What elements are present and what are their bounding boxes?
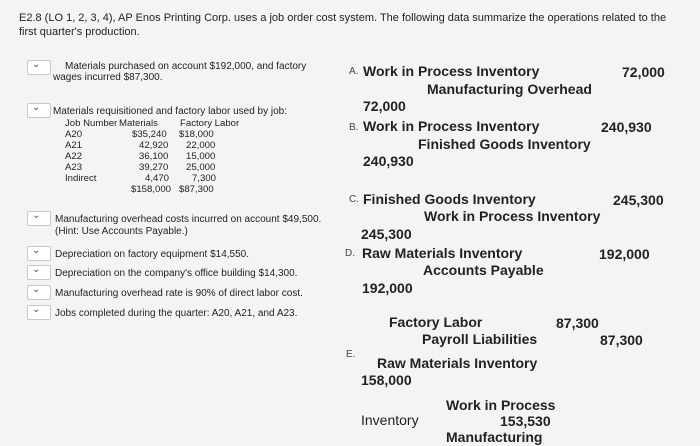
question-3-line2: (Hint: Use Accounts Payable.) (55, 226, 188, 237)
problem-intro: E2.8 (LO 1, 2, 3, 4), AP Enos Printing Corp. uses a job order cost system. The following data summarize the operations related to the first quarter's production. (19, 12, 667, 38)
answer-e-line2-amount: 87,300 (600, 332, 643, 348)
chevron-down-icon: ⌄ (32, 210, 41, 221)
table-header: Job Number (65, 118, 118, 129)
answer-c-letter: C. (349, 194, 359, 205)
answer-b-credit: Finished Goods Inventory (418, 136, 591, 152)
answer-b-letter: B. (349, 122, 359, 133)
answer-a-debit-amount: 72,000 (622, 64, 665, 80)
question-3-line1: Manufacturing overhead costs incurred on account $49,500. (55, 214, 322, 225)
match-dropdown-5[interactable] (27, 265, 51, 280)
answer-d-debit: Raw Materials Inventory (362, 245, 523, 261)
question-1-line2: wages incurred $87,300. (53, 72, 163, 83)
answer-a-debit: Work in Process Inventory (363, 63, 540, 79)
answer-a-credit-amount: 72,000 (363, 98, 406, 114)
chevron-down-icon: ⌄ (32, 245, 41, 256)
match-dropdown-3[interactable] (27, 211, 51, 226)
answer-d-credit-amount: 192,000 (362, 280, 413, 296)
table-header: Factory Labor (180, 118, 240, 129)
answer-a-letter: A. (349, 66, 359, 77)
chevron-down-icon: ⌄ (32, 264, 41, 275)
question-2-line1: Materials requisitioned and factory labor used by job: (53, 106, 288, 117)
answer-b-credit-amount: 240,930 (363, 153, 414, 169)
match-dropdown-1[interactable] (27, 60, 51, 75)
answer-f-line3: Manufacturing (446, 429, 543, 445)
question-6-line1: Manufacturing overhead rate is 90% of direct labor cost. (55, 288, 303, 299)
question-5-line1: Depreciation on the company's office building $14,300. (55, 268, 298, 279)
match-dropdown-4[interactable] (27, 246, 51, 261)
answer-d-letter: D. (345, 248, 355, 259)
answer-c-credit: Work in Process Inventory (424, 208, 601, 224)
match-dropdown-6[interactable] (27, 285, 51, 300)
question-1-line1: Materials purchased on account $192,000, and factory (65, 61, 307, 72)
match-dropdown-7[interactable] (27, 305, 51, 320)
answer-f-line1: Work in Process (446, 397, 556, 413)
answer-e-line1: Factory Labor (389, 314, 483, 330)
answer-a-credit: Manufacturing Overhead (427, 81, 592, 97)
answer-f-line2-amount: 153,530 (500, 413, 551, 429)
answer-f-line2: Inventory (361, 412, 419, 428)
chevron-down-icon: ⌄ (32, 59, 41, 70)
chevron-down-icon: ⌄ (32, 102, 41, 113)
answer-e-line3: Raw Materials Inventory (377, 355, 538, 371)
question-4-line1: Depreciation on factory equipment $14,550. (55, 249, 250, 260)
answer-b-debit-amount: 240,930 (601, 119, 652, 135)
question-7-line1: Jobs completed during the quarter: A20, A21, and A23. (55, 308, 298, 319)
answer-e-letter: E. (346, 349, 356, 360)
answer-c-credit-amount: 245,300 (361, 226, 412, 242)
chevron-down-icon: ⌄ (32, 284, 41, 295)
answer-e-line2: Payroll Liabilities (422, 331, 538, 347)
answer-b-debit: Work in Process Inventory (363, 118, 540, 134)
answer-e-line1-amount: 87,300 (556, 315, 599, 331)
match-dropdown-2[interactable] (27, 103, 51, 118)
answer-d-debit-amount: 192,000 (599, 246, 650, 262)
answer-d-credit: Accounts Payable (423, 262, 544, 278)
answer-c-debit: Finished Goods Inventory (363, 191, 536, 207)
table-header: Materials (119, 118, 158, 129)
answer-e-line3-amount: 158,000 (361, 372, 412, 388)
chevron-down-icon: ⌄ (32, 304, 41, 315)
answer-c-debit-amount: 245,300 (613, 192, 664, 208)
